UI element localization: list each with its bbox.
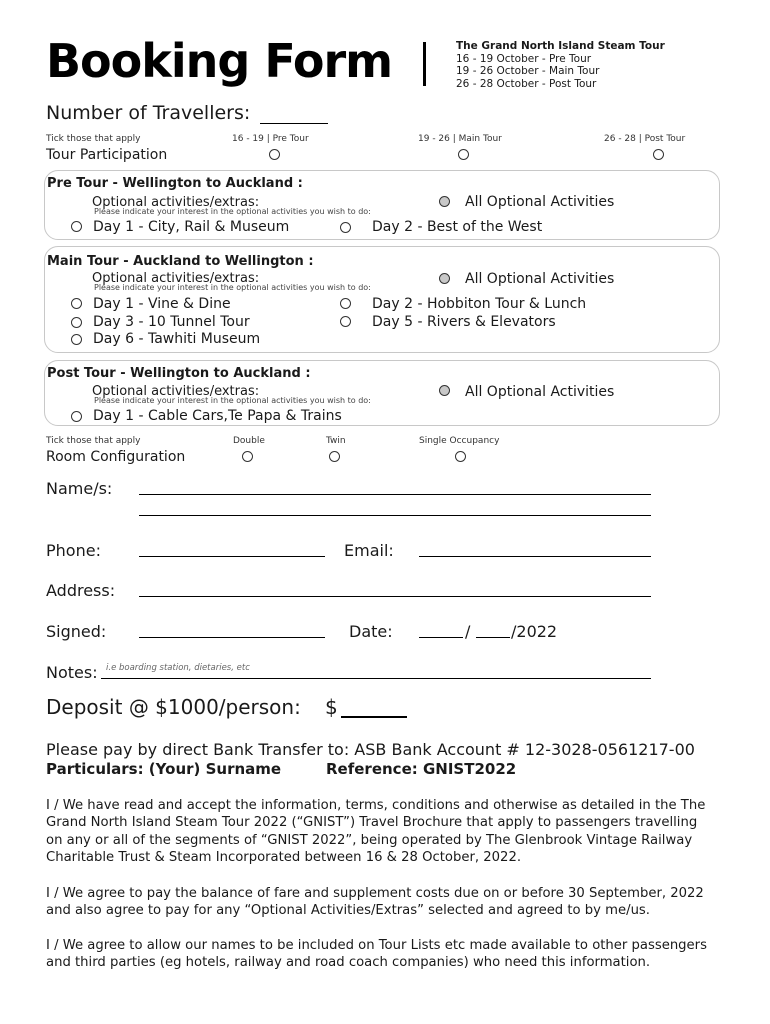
main-tour-day6-label: Day 6 - Tawhiti Museum (93, 331, 261, 347)
deposit-input[interactable] (341, 716, 407, 718)
post-tour-all-optional-label: All Optional Activities (465, 384, 615, 400)
phone-label: Phone: (46, 541, 101, 560)
names-input-1[interactable] (139, 494, 651, 495)
tour-name: The Grand North Island Steam Tour (456, 40, 665, 52)
names-label: Name/s: (46, 479, 113, 498)
date-label: Date: (349, 622, 393, 641)
travellers-label: Number of Travellers: (46, 102, 251, 124)
signed-label: Signed: (46, 622, 107, 641)
tour-header (456, 40, 665, 90)
notes-label: Notes: (46, 663, 98, 682)
notes-input[interactable] (101, 678, 651, 679)
room-label: Room Configuration (46, 449, 186, 465)
schedule-main: 19 - 26 October - Main Tour (456, 65, 600, 77)
room-double-radio[interactable] (242, 451, 253, 462)
main-tour-day2-label: Day 2 - Hobbiton Tour & Lunch (372, 296, 587, 312)
pre-tour-all-optional-label: All Optional Activities (465, 194, 615, 210)
page-title: Booking Form (46, 34, 393, 88)
room-twin-label: Twin (326, 436, 346, 446)
address-label: Address: (46, 581, 116, 600)
main-tour-title: Main Tour - Auckland to Wellington : (47, 254, 314, 269)
room-twin-radio[interactable] (329, 451, 340, 462)
pre-tour-day2-label: Day 2 - Best of the West (372, 219, 543, 235)
participation-post-radio[interactable] (653, 149, 664, 160)
pre-tour-day1-label: Day 1 - City, Rail & Museum (93, 219, 290, 235)
participation-option-main-label: 19 - 26 | Main Tour (418, 134, 502, 144)
main-tour-optional-title: Optional activities/extras: (92, 271, 260, 286)
main-tour-day1-radio[interactable] (71, 298, 82, 309)
post-tour-all-optional-radio[interactable] (439, 385, 450, 396)
terms-paragraph-2: I / We agree to pay the balance of fare and supplement costs due on or before 30 September, 2022 and also agree to pay for any “Optional Activities/Extras” selected and agreed to by me/us. (46, 886, 704, 919)
post-tour-optional-note: Please indicate your interest in the optional activities you wish to do: (94, 396, 371, 405)
terms-paragraph-3: I / We agree to allow our names to be included on Tour Lists etc made available to other passengers and third parties (eg hotels, railway and road coach companies) who need this information. (46, 938, 707, 971)
schedule-pre: 16 - 19 October - Pre Tour (456, 52, 592, 65)
main-tour-all-optional-label: All Optional Activities (465, 271, 615, 287)
payment-instructions: Please pay by direct Bank Transfer to: ASB Bank Account # 12-3028-0561217-00 (46, 740, 695, 759)
room-double-label: Double (233, 436, 265, 446)
pre-tour-day1-radio[interactable] (71, 221, 82, 232)
post-tour-optional-title: Optional activities/extras: (92, 384, 260, 399)
participation-option-post-label: 26 - 28 | Post Tour (604, 134, 686, 144)
email-label: Email: (344, 541, 394, 560)
main-tour-day5-label: Day 5 - Rivers & Elevators (372, 314, 556, 330)
date-month-input[interactable] (476, 637, 510, 638)
payment-reference: Reference: GNIST2022 (326, 760, 517, 778)
main-tour-day5-radio[interactable] (340, 316, 351, 327)
room-single-label: Single Occupancy (419, 436, 500, 446)
notes-placeholder: i.e boarding station, dietaries, etc (106, 663, 250, 673)
signature-input[interactable] (139, 637, 325, 638)
payment-particulars: Particulars: (Your) Surname (46, 760, 282, 778)
deposit-label: Deposit @ $1000/person: (46, 695, 301, 719)
main-tour-day2-radio[interactable] (340, 298, 351, 309)
participation-main-radio[interactable] (458, 149, 469, 160)
date-separator: / (465, 622, 471, 641)
room-single-radio[interactable] (455, 451, 466, 462)
deposit-currency: $ (325, 695, 338, 719)
participation-pre-radio[interactable] (269, 149, 280, 160)
pre-tour-optional-note: Please indicate your interest in the optional activities you wish to do: (94, 207, 371, 216)
main-tour-day3-radio[interactable] (71, 317, 82, 328)
participation-option-pre-label: 16 - 19 | Pre Tour (232, 134, 309, 144)
title-divider (423, 42, 426, 86)
phone-input[interactable] (139, 556, 325, 557)
main-tour-day3-label: Day 3 - 10 Tunnel Tour (93, 314, 250, 330)
post-tour-title: Post Tour - Wellington to Auckland : (47, 366, 311, 381)
main-tour-all-optional-radio[interactable] (439, 273, 450, 284)
date-year: /2022 (511, 622, 558, 641)
post-tour-day1-label: Day 1 - Cable Cars,Te Papa & Trains (93, 408, 342, 424)
room-hint: Tick those that apply (46, 436, 141, 446)
pre-tour-all-optional-radio[interactable] (439, 196, 450, 207)
main-tour-day1-label: Day 1 - Vine & Dine (93, 296, 231, 312)
participation-label: Tour Participation (46, 147, 168, 163)
main-tour-day6-radio[interactable] (71, 334, 82, 345)
pre-tour-title: Pre Tour - Wellington to Auckland : (47, 176, 303, 191)
pre-tour-day2-radio[interactable] (340, 222, 351, 233)
main-tour-optional-note: Please indicate your interest in the optional activities you wish to do: (94, 283, 371, 292)
travellers-input[interactable] (260, 109, 328, 124)
participation-hint: Tick those that apply (46, 134, 141, 144)
post-tour-day1-radio[interactable] (71, 411, 82, 422)
names-input-2[interactable] (139, 515, 651, 516)
schedule-post: 26 - 28 October - Post Tour (456, 77, 597, 90)
pre-tour-optional-title: Optional activities/extras: (92, 195, 260, 210)
email-input[interactable] (419, 556, 651, 557)
terms-paragraph-1: I / We have read and accept the information, terms, conditions and otherwise as detailed in the The Grand North Island Steam Tour 2022 (“GNIST”) Travel Brochure that apply to passengers travelling on any or all of the segments of “GNIST 2022”, being operated by The Glenbrook Vintage Railway Charitable Trust & Steam Incorporated between 16 & 28 October, 2022. (46, 798, 706, 865)
address-input[interactable] (139, 596, 651, 597)
date-day-input[interactable] (419, 637, 463, 638)
travellers-row (46, 102, 328, 124)
